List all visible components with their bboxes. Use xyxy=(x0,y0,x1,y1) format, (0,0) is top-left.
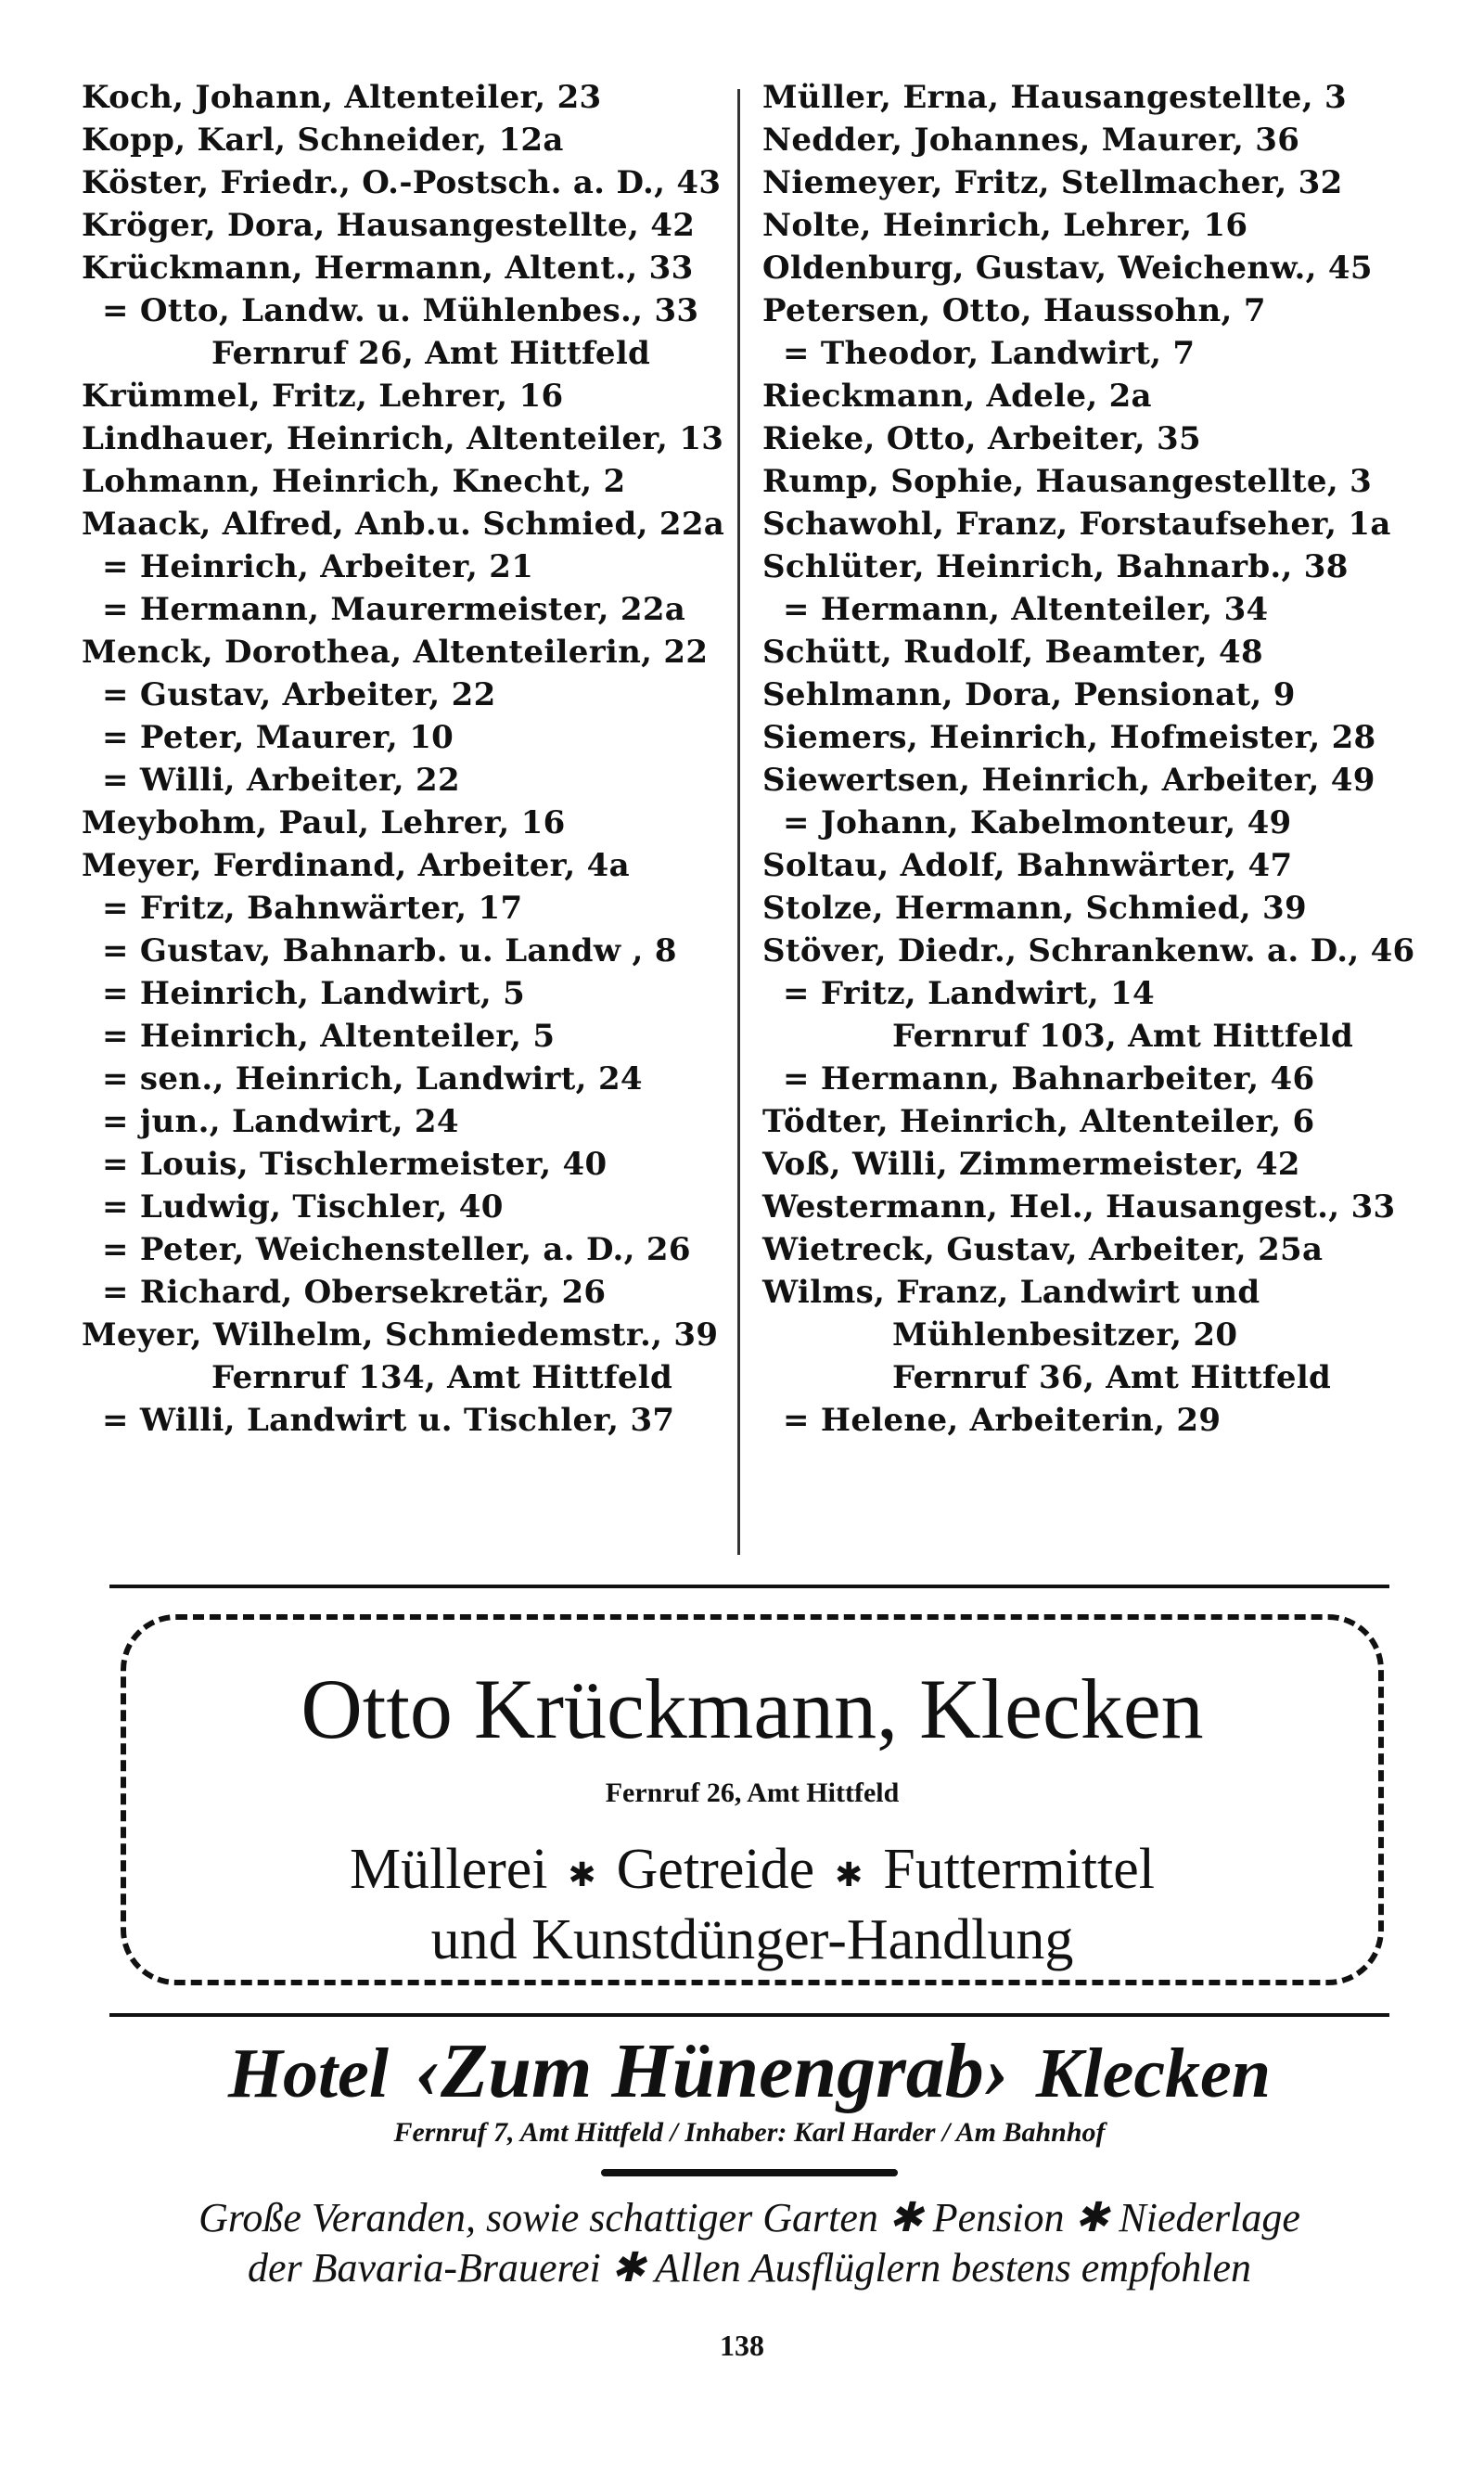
directory-entry: Oldenburg, Gustav, Weichenw., 45 xyxy=(762,250,1373,287)
directory-entry: = Hermann, Bahnarbeiter, 46 xyxy=(783,1060,1315,1097)
page-number: 138 xyxy=(720,2329,764,2362)
directory-entry: Nolte, Heinrich, Lehrer, 16 xyxy=(762,207,1248,244)
directory-entry: Soltau, Adolf, Bahnwärter, 47 xyxy=(762,847,1293,884)
directory-entry: Fernruf 103, Amt Hittfeld xyxy=(892,1018,1354,1055)
directory-entry: Krümmel, Fritz, Lehrer, 16 xyxy=(82,378,564,415)
directory-entry: Schütt, Rudolf, Beamter, 48 xyxy=(762,634,1263,671)
directory-entry: = Fritz, Bahnwärter, 17 xyxy=(102,890,523,927)
directory-entry: = Richard, Obersekretär, 26 xyxy=(102,1274,607,1311)
hotel-info: Fernruf 7, Amt Hittfeld / Inhaber: Karl Harder / Am Bahnhof xyxy=(393,2117,1106,2148)
ad-services-line xyxy=(126,1837,1378,1907)
directory-entry: Maack, Alfred, Anb.u. Schmied, 22a xyxy=(82,506,725,543)
right-directory-column xyxy=(762,76,1415,1442)
directory-entry: Meyer, Ferdinand, Arbeiter, 4a xyxy=(82,847,630,884)
ad-service-getreide: Getreide xyxy=(616,1838,815,1901)
directory-entry: = Willi, Landwirt u. Tischler, 37 xyxy=(102,1402,675,1439)
directory-entry: = Gustav, Bahnarb. u. Landw , 8 xyxy=(102,932,677,969)
directory-entry: = Fritz, Landwirt, 14 xyxy=(783,975,1155,1012)
directory-entry: Schlüter, Heinrich, Bahnarb., 38 xyxy=(762,548,1349,585)
directory-entry: = Gustav, Arbeiter, 22 xyxy=(102,676,496,713)
ad-company-name: Otto Krückmann, Klecken xyxy=(301,1662,1204,1756)
star-icon: ✱ xyxy=(835,1855,864,1893)
directory-entry: Rieckmann, Adele, 2a xyxy=(762,378,1152,415)
directory-entry: = Heinrich, Arbeiter, 21 xyxy=(102,548,534,585)
directory-entry: Wilms, Franz, Landwirt und xyxy=(762,1274,1260,1311)
directory-entry: Krückmann, Hermann, Altent., 33 xyxy=(82,250,694,287)
directory-entry: Nedder, Johannes, Maurer, 36 xyxy=(762,122,1300,159)
directory-entry: Tödter, Heinrich, Altenteiler, 6 xyxy=(762,1103,1315,1140)
hotel-title xyxy=(109,2028,1389,2114)
directory-entry: = Peter, Maurer, 10 xyxy=(102,719,454,756)
directory-entry: Westermann, Hel., Hausangest., 33 xyxy=(762,1188,1396,1226)
directory-entry: = Theodor, Landwirt, 7 xyxy=(783,335,1196,372)
directory-entry: Rump, Sophie, Hausangestellte, 3 xyxy=(762,463,1373,500)
directory-entry: = Otto, Landw. u. Mühlenbes., 33 xyxy=(102,292,699,329)
directory-entry: Sehlmann, Dora, Pensionat, 9 xyxy=(762,676,1296,713)
directory-entry: Stolze, Hermann, Schmied, 39 xyxy=(762,890,1307,927)
directory-entry: = sen., Heinrich, Landwirt, 24 xyxy=(102,1060,643,1097)
decorative-bar xyxy=(601,2169,898,2176)
directory-entry: Meyer, Wilhelm, Schmiedemstr., 39 xyxy=(82,1316,719,1354)
left-directory-column xyxy=(82,76,725,1442)
directory-entry: Lindhauer, Heinrich, Altenteiler, 13 xyxy=(82,420,724,457)
directory-entry: = Heinrich, Altenteiler, 5 xyxy=(102,1018,556,1055)
directory-entry: Koch, Johann, Altenteiler, 23 xyxy=(82,79,602,116)
directory-entry: = Johann, Kabelmonteur, 49 xyxy=(783,804,1292,841)
directory-entry: Voß, Willi, Zimmermeister, 42 xyxy=(762,1146,1300,1183)
directory-entry: Kopp, Karl, Schneider, 12a xyxy=(82,122,564,159)
directory-entry: Fernruf 134, Amt Hittfeld xyxy=(211,1359,673,1396)
hotel-description-2: der Bavaria-Brauerei ✱ Allen Ausflüglern bestens empfohlen xyxy=(247,2245,1252,2291)
directory-entry: Köster, Friedr., O.-Postsch. a. D., 43 xyxy=(82,164,722,201)
column-divider xyxy=(737,89,740,1555)
directory-entry: = Peter, Weichensteller, a. D., 26 xyxy=(102,1231,691,1268)
hotel-town: Klecken xyxy=(1035,2034,1272,2112)
directory-entry: = Helene, Arbeiterin, 29 xyxy=(783,1402,1222,1439)
directory-entry: Menck, Dorothea, Altenteilerin, 22 xyxy=(82,634,709,671)
directory-entry: = Willi, Arbeiter, 22 xyxy=(102,762,460,799)
ad-service-muellerei: Müllerei xyxy=(349,1838,548,1901)
directory-entry: Siemers, Heinrich, Hofmeister, 28 xyxy=(762,719,1376,756)
directory-entry: Niemeyer, Fritz, Stellmacher, 32 xyxy=(762,164,1343,201)
directory-entry: Kröger, Dora, Hausangestellte, 42 xyxy=(82,207,696,244)
directory-entry: = Hermann, Altenteiler, 34 xyxy=(783,591,1269,628)
directory-entry: = jun., Landwirt, 24 xyxy=(102,1103,459,1140)
directory-entry: Fernruf 36, Amt Hittfeld xyxy=(892,1359,1332,1396)
star-icon: ✱ xyxy=(568,1855,596,1893)
section-rule xyxy=(109,1585,1389,1588)
hotel-description-1: Große Veranden, sowie schattiger Garten ✱ Pension ✱ Niederlage xyxy=(198,2195,1300,2240)
section-rule xyxy=(109,2013,1389,2017)
advertisement-kruckmann xyxy=(121,1614,1384,1985)
ad-service-futtermittel: Futtermittel xyxy=(883,1838,1156,1901)
advertisement-hotel xyxy=(109,2028,1389,2293)
directory-entry: Meybohm, Paul, Lehrer, 16 xyxy=(82,804,566,841)
hotel-name: ‹Zum Hünengrab› xyxy=(415,2028,1010,2114)
directory-entry: Rieke, Otto, Arbeiter, 35 xyxy=(762,420,1201,457)
directory-entry: Stöver, Diedr., Schrankenw. a. D., 46 xyxy=(762,932,1415,969)
directory-entry: Wietreck, Gustav, Arbeiter, 25a xyxy=(762,1231,1324,1268)
directory-entry: Schawohl, Franz, Forstaufseher, 1a xyxy=(762,506,1391,543)
directory-entry: Lohmann, Heinrich, Knecht, 2 xyxy=(82,463,626,500)
ad-phone: Fernruf 26, Amt Hittfeld xyxy=(605,1778,900,1808)
directory-entry: = Heinrich, Landwirt, 5 xyxy=(102,975,526,1012)
directory-entry: = Louis, Tischlermeister, 40 xyxy=(102,1146,608,1183)
directory-entry: Müller, Erna, Hausangestellte, 3 xyxy=(762,79,1347,116)
directory-entry: Mühlenbesitzer, 20 xyxy=(892,1316,1238,1354)
hotel-word: Hotel xyxy=(227,2034,389,2112)
directory-entry: Fernruf 26, Amt Hittfeld xyxy=(211,335,651,372)
directory-entry: = Ludwig, Tischler, 40 xyxy=(102,1188,504,1226)
directory-entry: Petersen, Otto, Haussohn, 7 xyxy=(762,292,1266,329)
ad-services-line-2: und Kunstdünger-Handlung xyxy=(430,1907,1074,1971)
directory-entry: = Hermann, Maurermeister, 22a xyxy=(102,591,686,628)
directory-entry: Siewertsen, Heinrich, Arbeiter, 49 xyxy=(762,762,1375,799)
